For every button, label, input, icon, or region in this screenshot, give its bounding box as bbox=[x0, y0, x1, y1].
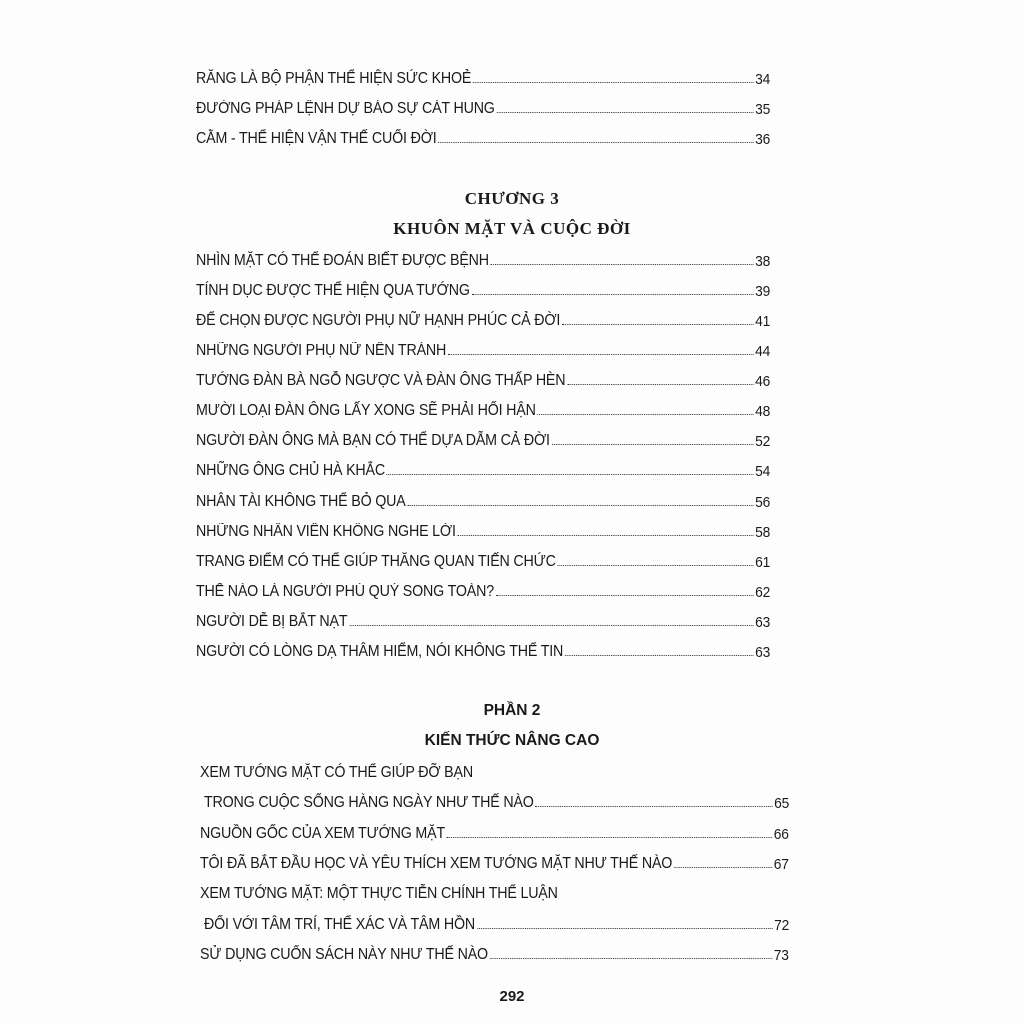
toc-entry bbox=[196, 601, 770, 631]
toc-entry-title: TÍNH DỤC ĐƯỢC THỂ HIỆN QUA TƯỚNG bbox=[196, 282, 470, 299]
toc-entry-title: NGƯỜI CÓ LÒNG DẠ THÂM HIỂM, NÓI KHÔNG THỂ TIN bbox=[196, 643, 564, 660]
toc-entry-page: 67 bbox=[773, 856, 789, 873]
dot-leader bbox=[473, 82, 753, 83]
toc-entry-title: MƯỜI LOẠI ĐÀN ÔNG LẤY XONG SẼ PHẢI HỐI HẬN bbox=[196, 402, 536, 419]
toc-entry bbox=[200, 934, 789, 964]
toc-entry bbox=[200, 843, 789, 873]
toc-entry-title: ĐỂ CHỌN ĐƯỢC NGƯỜI PHỤ NỮ HẠNH PHÚC CẢ ĐỜI bbox=[196, 312, 561, 329]
toc-entry bbox=[200, 752, 774, 782]
dot-leader bbox=[490, 958, 772, 959]
dot-leader bbox=[407, 505, 753, 506]
toc-entry bbox=[196, 58, 770, 88]
toc-entry-page: 63 bbox=[755, 644, 771, 661]
toc-entry-page: 72 bbox=[774, 917, 790, 934]
toc-entry-page: 54 bbox=[755, 463, 771, 480]
dot-leader bbox=[496, 595, 753, 596]
dot-leader bbox=[387, 474, 753, 475]
toc-entry-page: 41 bbox=[755, 313, 771, 330]
toc-entry-page: 48 bbox=[755, 403, 771, 420]
dot-leader bbox=[491, 264, 754, 265]
toc-entry bbox=[196, 330, 770, 360]
toc-entry-title: THẾ NÀO LÀ NGƯỜI PHÚ QUÝ SONG TOÀN? bbox=[196, 583, 494, 600]
dot-leader bbox=[472, 294, 754, 295]
toc-entry bbox=[196, 420, 770, 450]
toc-entry bbox=[196, 240, 770, 270]
toc-entry-title: XEM TƯỚNG MẶT CÓ THỂ GIÚP ĐỠ BẠN bbox=[200, 764, 473, 781]
toc-entry-title: ĐƯỜNG PHÁP LỆNH DỰ BÁO SỰ CÁT HUNG bbox=[196, 100, 495, 117]
dot-leader bbox=[674, 867, 772, 868]
toc-entry-title: NHÌN MẶT CÓ THỂ ĐOÁN BIẾT ĐƯỢC BỆNH bbox=[196, 252, 489, 269]
toc-entry bbox=[196, 390, 770, 420]
toc-entry-title: TRANG ĐIỂM CÓ THỂ GIÚP THĂNG QUAN TIẾN CHỨC bbox=[196, 553, 556, 570]
toc-entry-page: 52 bbox=[755, 433, 771, 450]
toc-entry-title: TƯỚNG ĐÀN BÀ NGỖ NGƯỢC VÀ ĐÀN ÔNG THẤP HÈN bbox=[196, 372, 566, 389]
toc-entry-page: 46 bbox=[755, 373, 771, 390]
toc-entry-title: NGƯỜI DỄ BỊ BẮT NẠT bbox=[196, 613, 348, 630]
toc-entry-title: NGUỒN GỐC CỦA XEM TƯỚNG MẶT bbox=[200, 825, 445, 842]
page-number: 292 bbox=[499, 988, 525, 1005]
dot-leader bbox=[552, 444, 754, 445]
toc-entry-page: 58 bbox=[755, 524, 771, 541]
toc-entry-title: XEM TƯỚNG MẶT: MỘT THỰC TIỄN CHÍNH THỂ LUẬN bbox=[200, 885, 558, 902]
toc-entry bbox=[196, 631, 770, 661]
toc-entry bbox=[196, 270, 770, 300]
toc-entry bbox=[196, 300, 770, 330]
toc-entry-page: 66 bbox=[773, 826, 789, 843]
dot-leader bbox=[558, 565, 754, 566]
toc-entry-title: NHỮNG NHÂN VIÊN KHÔNG NGHE LỜI bbox=[196, 523, 456, 540]
chapter-title: KHUÔN MẶT VÀ CUỘC ĐỜI bbox=[393, 219, 631, 238]
toc-entry-page: 38 bbox=[755, 253, 771, 270]
toc-entry-title: SỬ DỤNG CUỐN SÁCH NÀY NHƯ THẾ NÀO bbox=[200, 946, 488, 963]
dot-leader bbox=[497, 112, 754, 113]
toc-entry-page: 56 bbox=[755, 494, 771, 511]
toc-entry bbox=[200, 813, 789, 843]
dot-leader bbox=[349, 625, 753, 626]
dot-leader bbox=[447, 837, 772, 838]
toc-entry-page: 36 bbox=[755, 131, 771, 148]
toc-entry-page: 65 bbox=[774, 795, 790, 812]
dot-leader bbox=[536, 806, 773, 807]
toc-entry-title: CẰM - THỂ HIỆN VẬN THẾ CUỐI ĐỜI bbox=[196, 130, 437, 147]
toc-entry-page: 62 bbox=[755, 584, 771, 601]
chapter-label: CHƯƠNG 3 bbox=[464, 189, 560, 208]
toc-entry bbox=[196, 481, 770, 511]
toc-entry-title: RĂNG LÀ BỘ PHẬN THỂ HIỆN SỨC KHOẺ bbox=[196, 70, 472, 87]
toc-entry-title: NGƯỜI ĐÀN ÔNG MÀ BẠN CÓ THỂ DỰA DẪM CẢ ĐỜI bbox=[196, 432, 550, 449]
toc-entry bbox=[196, 571, 770, 601]
part-label: PHẦN 2 bbox=[483, 702, 541, 719]
dot-leader bbox=[567, 384, 753, 385]
toc-entry-title: NHỮNG ÔNG CHỦ HÀ KHẮC bbox=[196, 462, 385, 479]
toc-entry bbox=[204, 782, 789, 812]
toc-entry-title: NHỮNG NGƯỜI PHỤ NỮ NÊN TRÁNH bbox=[196, 342, 447, 359]
toc-entry-page: 73 bbox=[773, 947, 789, 964]
dot-leader bbox=[448, 354, 753, 355]
toc-entry-title: NHÂN TÀI KHÔNG THỂ BỎ QUA bbox=[196, 493, 406, 510]
toc-entry-page: 39 bbox=[755, 283, 771, 300]
toc-entry bbox=[196, 450, 770, 480]
toc-entry bbox=[204, 904, 789, 934]
dot-leader bbox=[562, 324, 753, 325]
toc-entry bbox=[196, 541, 770, 571]
toc-entry-page: 63 bbox=[755, 614, 771, 631]
dot-leader bbox=[477, 928, 772, 929]
dot-leader bbox=[458, 535, 754, 536]
toc-entry bbox=[200, 873, 774, 903]
toc-entry bbox=[196, 511, 770, 541]
toc-entry bbox=[196, 360, 770, 390]
toc-entry bbox=[196, 88, 770, 118]
dot-leader bbox=[538, 414, 754, 415]
toc-entry-title: ĐỐI VỚI TÂM TRÍ, THỂ XÁC VÀ TÂM HỒN bbox=[204, 916, 475, 933]
toc-entry-page: 34 bbox=[755, 71, 771, 88]
toc-entry-page: 61 bbox=[755, 554, 771, 571]
toc-entry-page: 35 bbox=[755, 101, 771, 118]
toc-entry-title: TRONG CUỘC SỐNG HÀNG NGÀY NHƯ THẾ NÀO bbox=[204, 794, 534, 811]
dot-leader bbox=[438, 142, 753, 143]
dot-leader bbox=[565, 655, 753, 656]
toc-entry-title: TÔI ĐÃ BẮT ĐẦU HỌC VÀ YÊU THÍCH XEM TƯỚNG MẶT NHƯ THẾ NÀO bbox=[200, 855, 673, 872]
part-title: KIẾN THỨC NÂNG CAO bbox=[424, 732, 600, 749]
toc-entry-page: 44 bbox=[755, 343, 771, 360]
toc-entry bbox=[196, 118, 770, 148]
